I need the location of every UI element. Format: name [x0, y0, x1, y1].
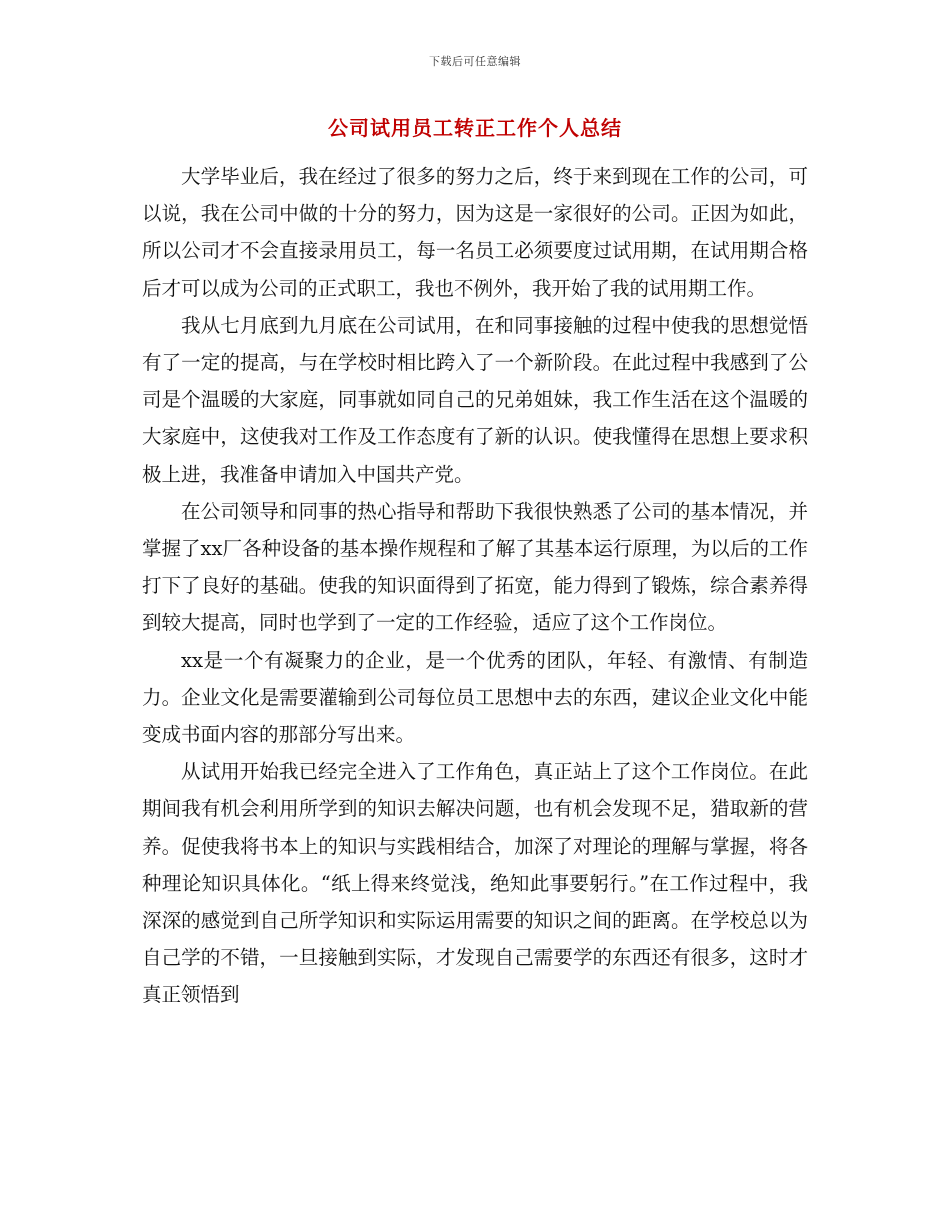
- paragraph-2: 我从七月底到九月底在公司试用，在和同事接触的过程中使我的思想觉悟有了一定的提高，与在学校时相比跨入了一个新阶段。在此过程中我感到了公司是个温暖的大家庭，同事就如同自己的兄弟姐妹，我工作生活在这个温暖的大家庭中，这使我对工作及工作态度有了新的认识。使我懂得在思想上要求积极上进，我准备申请加入中国共产党。: [142, 313, 808, 486]
- paragraph-3: 在公司领导和同事的热心指导和帮助下我很快熟悉了公司的基本情况，并掌握了xx厂各种设备的基本操作规程和了解了其基本运行原理，为以后的工作打下了良好的基础。使我的知识面得到了拓宽，能力得到了锻炼，综合素养得到较大提高，同时也学到了一定的工作经验，适应了这个工作岗位。: [142, 499, 808, 635]
- document-title: 公司试用员工转正工作个人总结: [328, 116, 622, 140]
- paragraph-1: 大学毕业后，我在经过了很多的努力之后，终于来到现在工作的公司，可以说，我在公司中做的十分的努力，因为这是一家很好的公司。正因为如此，所以公司才不会直接录用员工，每一名员工必须要度过试用期，在试用期合格后才可以成为公司的正式职工，我也不例外，我开始了我的试用期工作。: [142, 165, 808, 300]
- paragraph-5: 从试用开始我已经完全进入了工作角色，真正站上了这个工作岗位。在此期间我有机会利用所学到的知识去解决问题，也有机会发现不足，猎取新的营养。促使我将书本上的知识与实践相结合，加深了对理论的理解与掌握，将各种理论知识具体化。“纸上得来终觉浅，绝知此事要躬行。”在工作过程中，我深深的感觉到自己所学知识和实际运用需要的知识之间的距离。在学校总以为自己学的不错，一旦接触到实际，才发现自己需要学的东西还有很多，这时才真正领悟到: [142, 760, 808, 1007]
- header-note: 下载后可任意编辑: [429, 55, 521, 68]
- paragraph-4: xx是一个有凝聚力的企业，是一个优秀的团队，年轻、有激情、有制造力。企业文化是需要灌输到公司每位员工思想中去的东西，建议企业文化中能变成书面内容的那部分写出来。: [142, 648, 808, 747]
- document-body: [142, 158, 808, 1014]
